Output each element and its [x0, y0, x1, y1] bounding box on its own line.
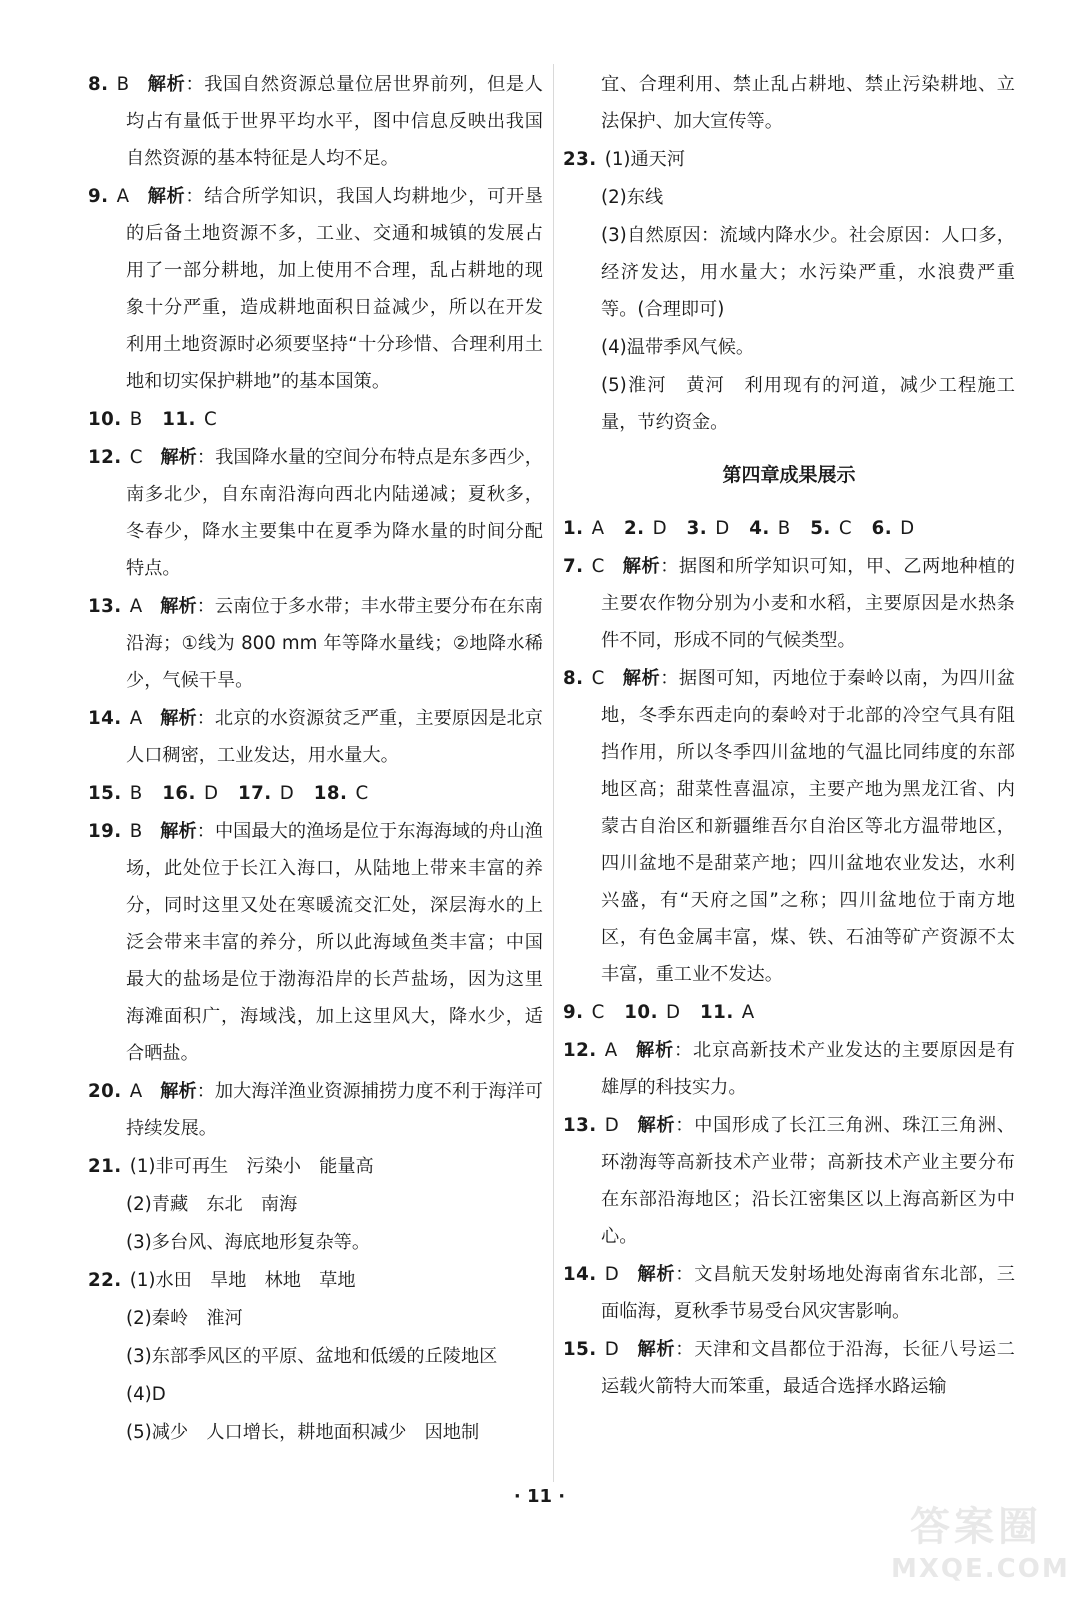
analysis-label: 解析 — [160, 596, 197, 617]
question-number: 12. — [88, 447, 122, 468]
answer-pair — [749, 518, 790, 539]
analysis-text: ：北京高新技术产业发达的主要原因是有雄厚的科技实力。 — [601, 1040, 1015, 1098]
answer-choice: A — [741, 1002, 755, 1023]
answer-choice: D — [604, 1339, 619, 1360]
question-number: 11. — [700, 1002, 734, 1023]
answer-pair — [88, 783, 142, 804]
sub-answer: (5)减少 人口增长，耕地面积减少 因地制 — [126, 1422, 480, 1443]
answer-pair — [687, 518, 730, 539]
question-number: 6. — [871, 518, 893, 539]
answer-item — [88, 439, 543, 587]
answer-pair — [700, 1002, 754, 1023]
analysis-text: ：云南位于多水带；丰水带主要分布在东南沿海；①线为 800 mm 年等降水量线；②地降水稀少，气候干旱。 — [126, 596, 543, 691]
answer-choice: D — [715, 518, 730, 539]
sub-answer: (5)淮河 黄河 利用现有的河道，减少工程施工量，节约资金。 — [601, 375, 1015, 433]
analysis-label: 解析 — [622, 668, 661, 689]
watermark-logo — [891, 1502, 1070, 1594]
analysis-text: ：北京的水资源贫乏严重，主要原因是北京人口稠密，工业发达，用水量大。 — [126, 708, 543, 766]
watermark-url: MXQE.COM — [891, 1554, 1070, 1584]
answer-choice: B — [777, 518, 791, 539]
sub-answer: (3)自然原因：流域内降水少。社会原因：人口多，经济发达，用水量大；水污染严重，水浪费严重等。(合理即可) — [601, 225, 1015, 320]
answer-pair — [872, 518, 915, 539]
analysis-label: 解析 — [160, 821, 197, 842]
question-number: 1. — [563, 518, 584, 539]
sub-answer: (2)秦岭 淮河 — [126, 1308, 243, 1329]
question-number: 17. — [237, 783, 272, 804]
answer-item — [88, 588, 543, 699]
answer-choice: A — [129, 708, 143, 729]
question-number: 16. — [162, 783, 196, 804]
answer-row — [88, 775, 543, 812]
answer-choice: A — [591, 518, 605, 539]
answer-choice: D — [203, 783, 218, 804]
answer-item — [88, 1073, 543, 1147]
analysis-label: 解析 — [160, 708, 197, 729]
question-number: 15. — [88, 783, 122, 804]
answer-pair — [624, 1002, 680, 1023]
question-number: 12. — [563, 1040, 597, 1061]
analysis-label: 解析 — [636, 1264, 676, 1285]
sub-answer: (1)通天河 — [604, 149, 686, 170]
question-number: 2. — [624, 518, 645, 539]
question-number: 18. — [313, 783, 348, 804]
answer-choice: D — [604, 1264, 619, 1285]
answer-choice: D — [666, 1002, 681, 1023]
answer-choice: C — [838, 518, 852, 539]
answer-choice: D — [900, 518, 915, 539]
analysis-label: 解析 — [622, 556, 661, 577]
question-number: 5. — [810, 518, 831, 539]
analysis-text: ：据图可知，丙地位于秦岭以南，为四川盆地，冬季东西走向的秦岭对于北部的冷空气具有阻挡作用，所以冬季四川盆地的气温比同纬度的东部地区高；甜菜性喜温凉，主要产地为黑龙江省、内蒙古自治区和新疆维吾尔自治区等北方温带地区，四川盆地不是甜菜产地；四川盆地农业发达，水利兴盛，有“天府之国”之称；四川盆地位于南方地区，有色金属丰富，煤、铁、石油等矿产资源不太丰富，重工业不发达。 — [601, 668, 1015, 985]
answer-choice: B — [116, 74, 130, 95]
answer-item — [88, 813, 543, 1072]
analysis-text: ：结合所学知识，我国人均耕地少，可开垦的后备土地资源不多，工业、交通和城镇的发展占用了一部分耕地，加上使用不合理，乱占耕地的现象十分严重，造成耕地面积日益减少，所以在开发利用土地资源时必须要坚持“十分珍惜、合理利用土地和切实保护耕地”的基本国策。 — [126, 186, 543, 392]
question-number: 8. — [88, 74, 109, 95]
answer-choice: C — [591, 668, 605, 689]
question-number: 13. — [563, 1115, 597, 1136]
analysis-text: ：天津和文昌都位于沿海，长征八号运二运载火箭特大而笨重，最适合选择水路运输 — [601, 1339, 1015, 1397]
question-number: 15. — [563, 1339, 597, 1360]
answer-choice: A — [129, 596, 143, 617]
answer-choice: B — [129, 821, 143, 842]
answer-pair — [162, 783, 218, 804]
answer-pair — [563, 518, 604, 539]
answer-item — [88, 178, 543, 400]
continued-text: 宜、合理利用、禁止乱占耕地、禁止污染耕地、立法保护、加大宣传等。 — [601, 74, 1015, 132]
answer-pair — [563, 1002, 604, 1023]
answer-item — [563, 141, 1015, 178]
question-number: 10. — [624, 1002, 659, 1023]
analysis-text: ：中国形成了长江三角洲、珠江三角洲、环渤海等高新技术产业带；高新技术产业主要分布在东部沿海地区；沿长江密集区以上海高新区为中心。 — [601, 1115, 1015, 1247]
answer-item — [88, 1148, 543, 1185]
answer-choice: C — [355, 783, 369, 804]
answer-choice: A — [604, 1040, 618, 1061]
answer-choice: B — [129, 409, 143, 430]
analysis-label: 解析 — [636, 1339, 676, 1360]
analysis-text: ：我国自然资源总量位居世界前列，但是人均占有量低于世界平均水平，图中信息反映出我国自然资源的基本特征是人均不足。 — [126, 74, 543, 169]
sub-answer: (4)温带季风气候。 — [601, 337, 755, 358]
analysis-text: ：据图和所学知识可知，甲、乙两地种植的主要农作物分别为小麦和水稻，主要原因是水热条件不同，形成不同的气候类型。 — [601, 556, 1015, 651]
answer-choice: B — [129, 783, 143, 804]
answer-choice: A — [129, 1081, 143, 1102]
answer-choice: D — [279, 783, 294, 804]
answer-pair — [162, 409, 216, 430]
question-number: 14. — [563, 1264, 597, 1285]
question-number: 22. — [88, 1270, 122, 1291]
analysis-text: ：文昌航天发射场地处海南省东北部，三面临海，夏秋季节易受台风灾害影响。 — [601, 1264, 1015, 1322]
answer-choice: C — [203, 409, 217, 430]
answer-pair — [314, 783, 368, 804]
answer-item — [88, 66, 543, 177]
answer-row — [563, 994, 1015, 1031]
question-number: 7. — [563, 556, 584, 577]
watermark-text: 答案圈 — [910, 1504, 1042, 1550]
section-title: 第四章成果展示 — [722, 464, 856, 486]
question-number: 4. — [749, 518, 770, 539]
analysis-label: 解析 — [160, 1081, 197, 1102]
answer-choice: C — [591, 556, 605, 577]
analysis-label: 解析 — [636, 1115, 676, 1136]
sub-answer: (4)D — [126, 1384, 166, 1405]
question-number: 8. — [563, 668, 584, 689]
analysis-label: 解析 — [160, 447, 197, 468]
question-number: 10. — [88, 409, 122, 430]
answer-pair — [810, 518, 851, 539]
left-column — [88, 66, 543, 1452]
answer-item — [563, 1331, 1015, 1405]
analysis-label: 解析 — [147, 74, 186, 95]
answer-pair — [238, 783, 294, 804]
answer-item — [563, 1032, 1015, 1106]
question-number: 23. — [563, 149, 597, 170]
answer-choice: C — [129, 447, 143, 468]
answer-choice: D — [604, 1115, 619, 1136]
answer-item — [88, 700, 543, 774]
question-number: 9. — [563, 1002, 584, 1023]
sub-answer: (1)非可再生 污染小 能量高 — [129, 1156, 374, 1177]
answer-pair — [88, 409, 142, 430]
answer-item — [563, 660, 1015, 993]
analysis-label: 解析 — [147, 186, 186, 207]
answer-item — [563, 1256, 1015, 1330]
sub-answer: (2)东线 — [601, 187, 664, 208]
question-number: 14. — [88, 708, 122, 729]
question-number: 9. — [88, 186, 109, 207]
question-number: 20. — [88, 1081, 122, 1102]
column-divider — [553, 64, 554, 1482]
answer-choice: C — [591, 1002, 605, 1023]
sub-answer: (3)多台风、海底地形复杂等。 — [126, 1232, 371, 1253]
answer-row — [88, 401, 543, 438]
answer-item — [563, 1107, 1015, 1255]
answer-choice: A — [116, 186, 130, 207]
analysis-text: ：我国降水量的空间分布特点是东多西少，南多北少，自东南沿海向西北内陆递减；夏秋多，冬春少，降水主要集中在夏季为降水量的时间分配特点。 — [126, 447, 543, 579]
sub-answer: (1)水田 旱地 林地 草地 — [129, 1270, 356, 1291]
answer-item — [88, 1262, 543, 1299]
answer-item — [563, 548, 1015, 659]
analysis-label: 解析 — [635, 1040, 674, 1061]
sub-answer: (2)青藏 东北 南海 — [126, 1194, 298, 1215]
question-number: 3. — [686, 518, 708, 539]
right-column — [563, 66, 1015, 1406]
analysis-text: ：加大海洋渔业资源捕捞力度不利于海洋可持续发展。 — [126, 1081, 543, 1139]
question-number: 19. — [88, 821, 122, 842]
sub-answer: (3)东部季风区的平原、盆地和低缓的丘陵地区 — [126, 1346, 498, 1367]
answer-choice: D — [652, 518, 667, 539]
answer-pair — [624, 518, 667, 539]
question-number: 21. — [88, 1156, 122, 1177]
analysis-text: ：中国最大的渔场是位于东海海域的舟山渔场，此处位于长江入海口，从陆地上带来丰富的养分，同时这里又处在寒暖流交汇处，深层海水的上泛会带来丰富的养分，所以此海域鱼类丰富；中国最大的盐场是位于渤海沿岸的长芦盐场，因为这里海滩面积广，海域浅，加上这里风大，降水少，适合晒盐。 — [126, 821, 543, 1064]
answer-row — [563, 510, 1015, 547]
question-number: 11. — [162, 409, 196, 430]
page-number: · 11 · — [513, 1486, 566, 1507]
question-number: 13. — [88, 596, 122, 617]
